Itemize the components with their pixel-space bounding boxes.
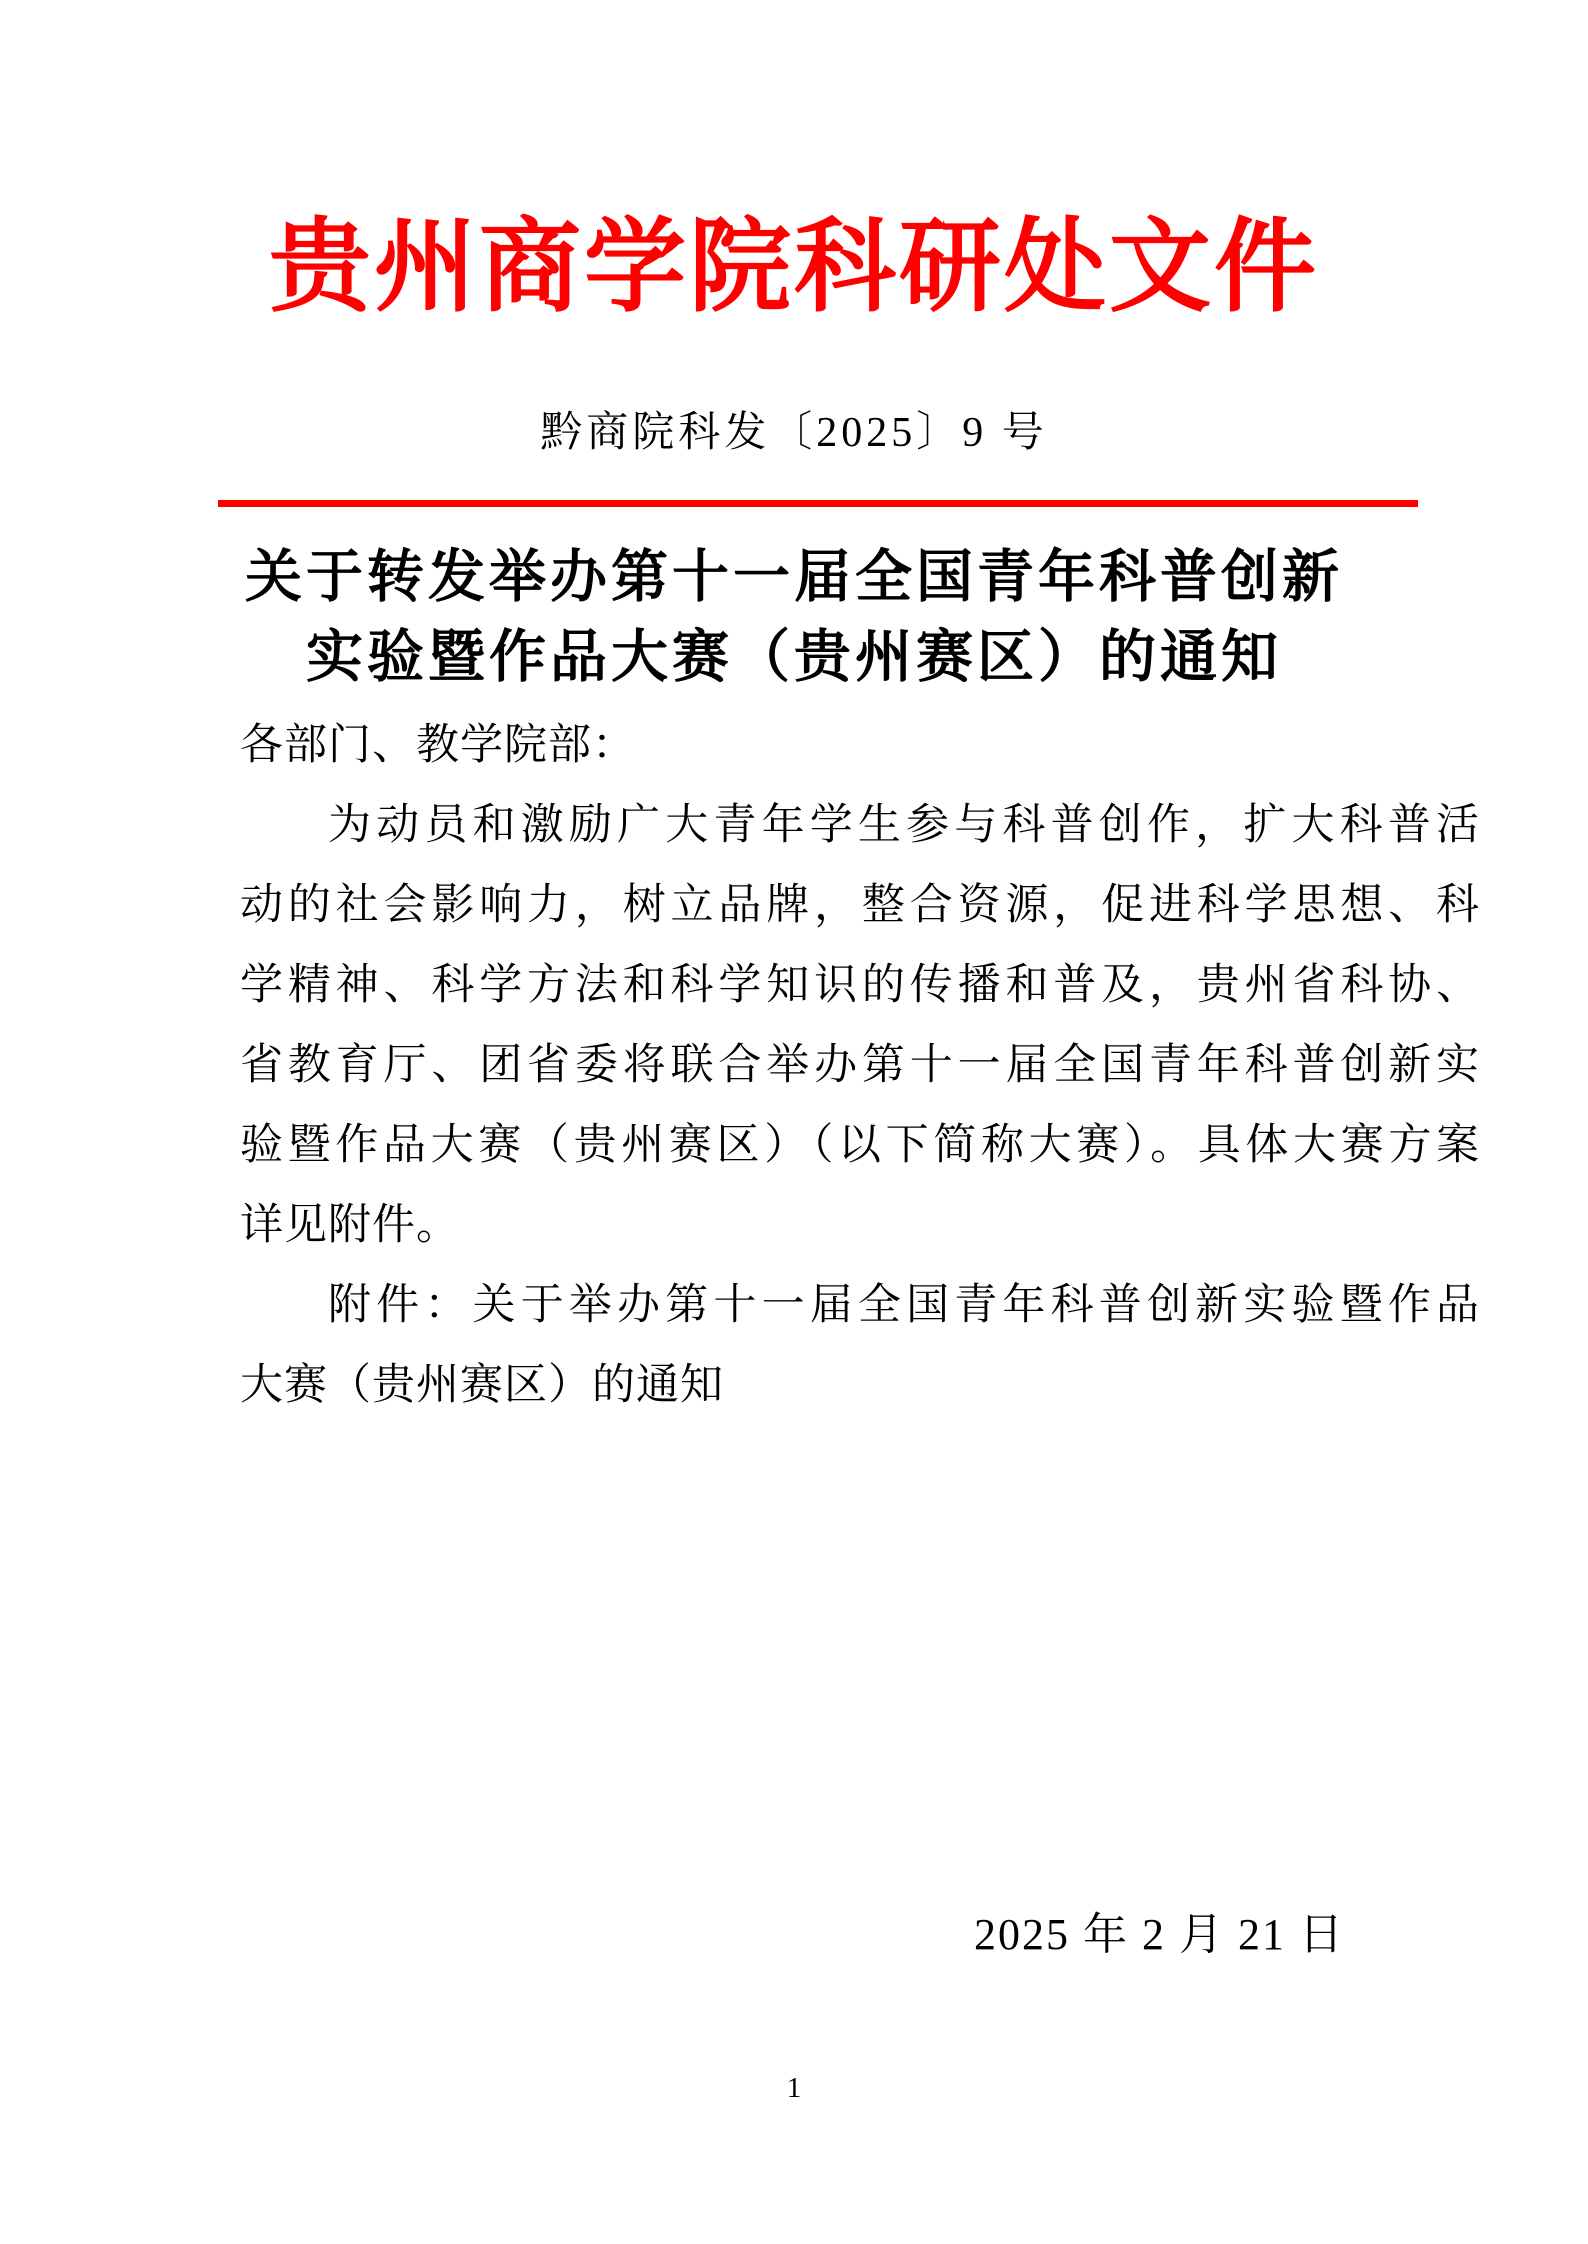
notice-title [0, 538, 1588, 698]
notice-title-line1: 关于转发举办第十一届全国青年科普创新 [245, 546, 1343, 609]
body-line: 验暨作品大赛（贵州赛区）（以下简称大赛）。具体大赛方案 [240, 1122, 1480, 1169]
document-header-title: 贵州商学院科研处文件 [269, 212, 1319, 325]
body-line: 省教育厅、团省委将联合举办第十一届全国青年科普创新实 [240, 1042, 1480, 1089]
issue-date: 2025 年 2 月 21 日 [974, 1910, 1345, 1959]
body-line: 学精神、科学方法和科学知识的传播和普及，贵州省科协、 [240, 962, 1480, 1009]
salutation: 各部门、教学院部： [240, 722, 636, 769]
notice-title-line2: 实验暨作品大赛（贵州赛区）的通知 [306, 626, 1282, 689]
notice-body [240, 706, 1480, 1426]
body-line: 动的社会影响力，树立品牌，整合资源，促进科学思想、科 [240, 882, 1480, 929]
red-separator-rule [218, 500, 1418, 507]
body-line: 详见附件。 [240, 1202, 460, 1249]
attachment-line: 大赛（贵州赛区）的通知 [240, 1362, 724, 1409]
body-line: 为动员和激励广大青年学生参与科普创作，扩大科普活 [328, 802, 1480, 849]
attachment-line: 附件：关于举办第十一届全国青年科普创新实验暨作品 [328, 1282, 1480, 1329]
page-number: 1 [786, 2072, 802, 2104]
document-number: 黔商院科发〔2025〕9 号 [540, 410, 1048, 456]
